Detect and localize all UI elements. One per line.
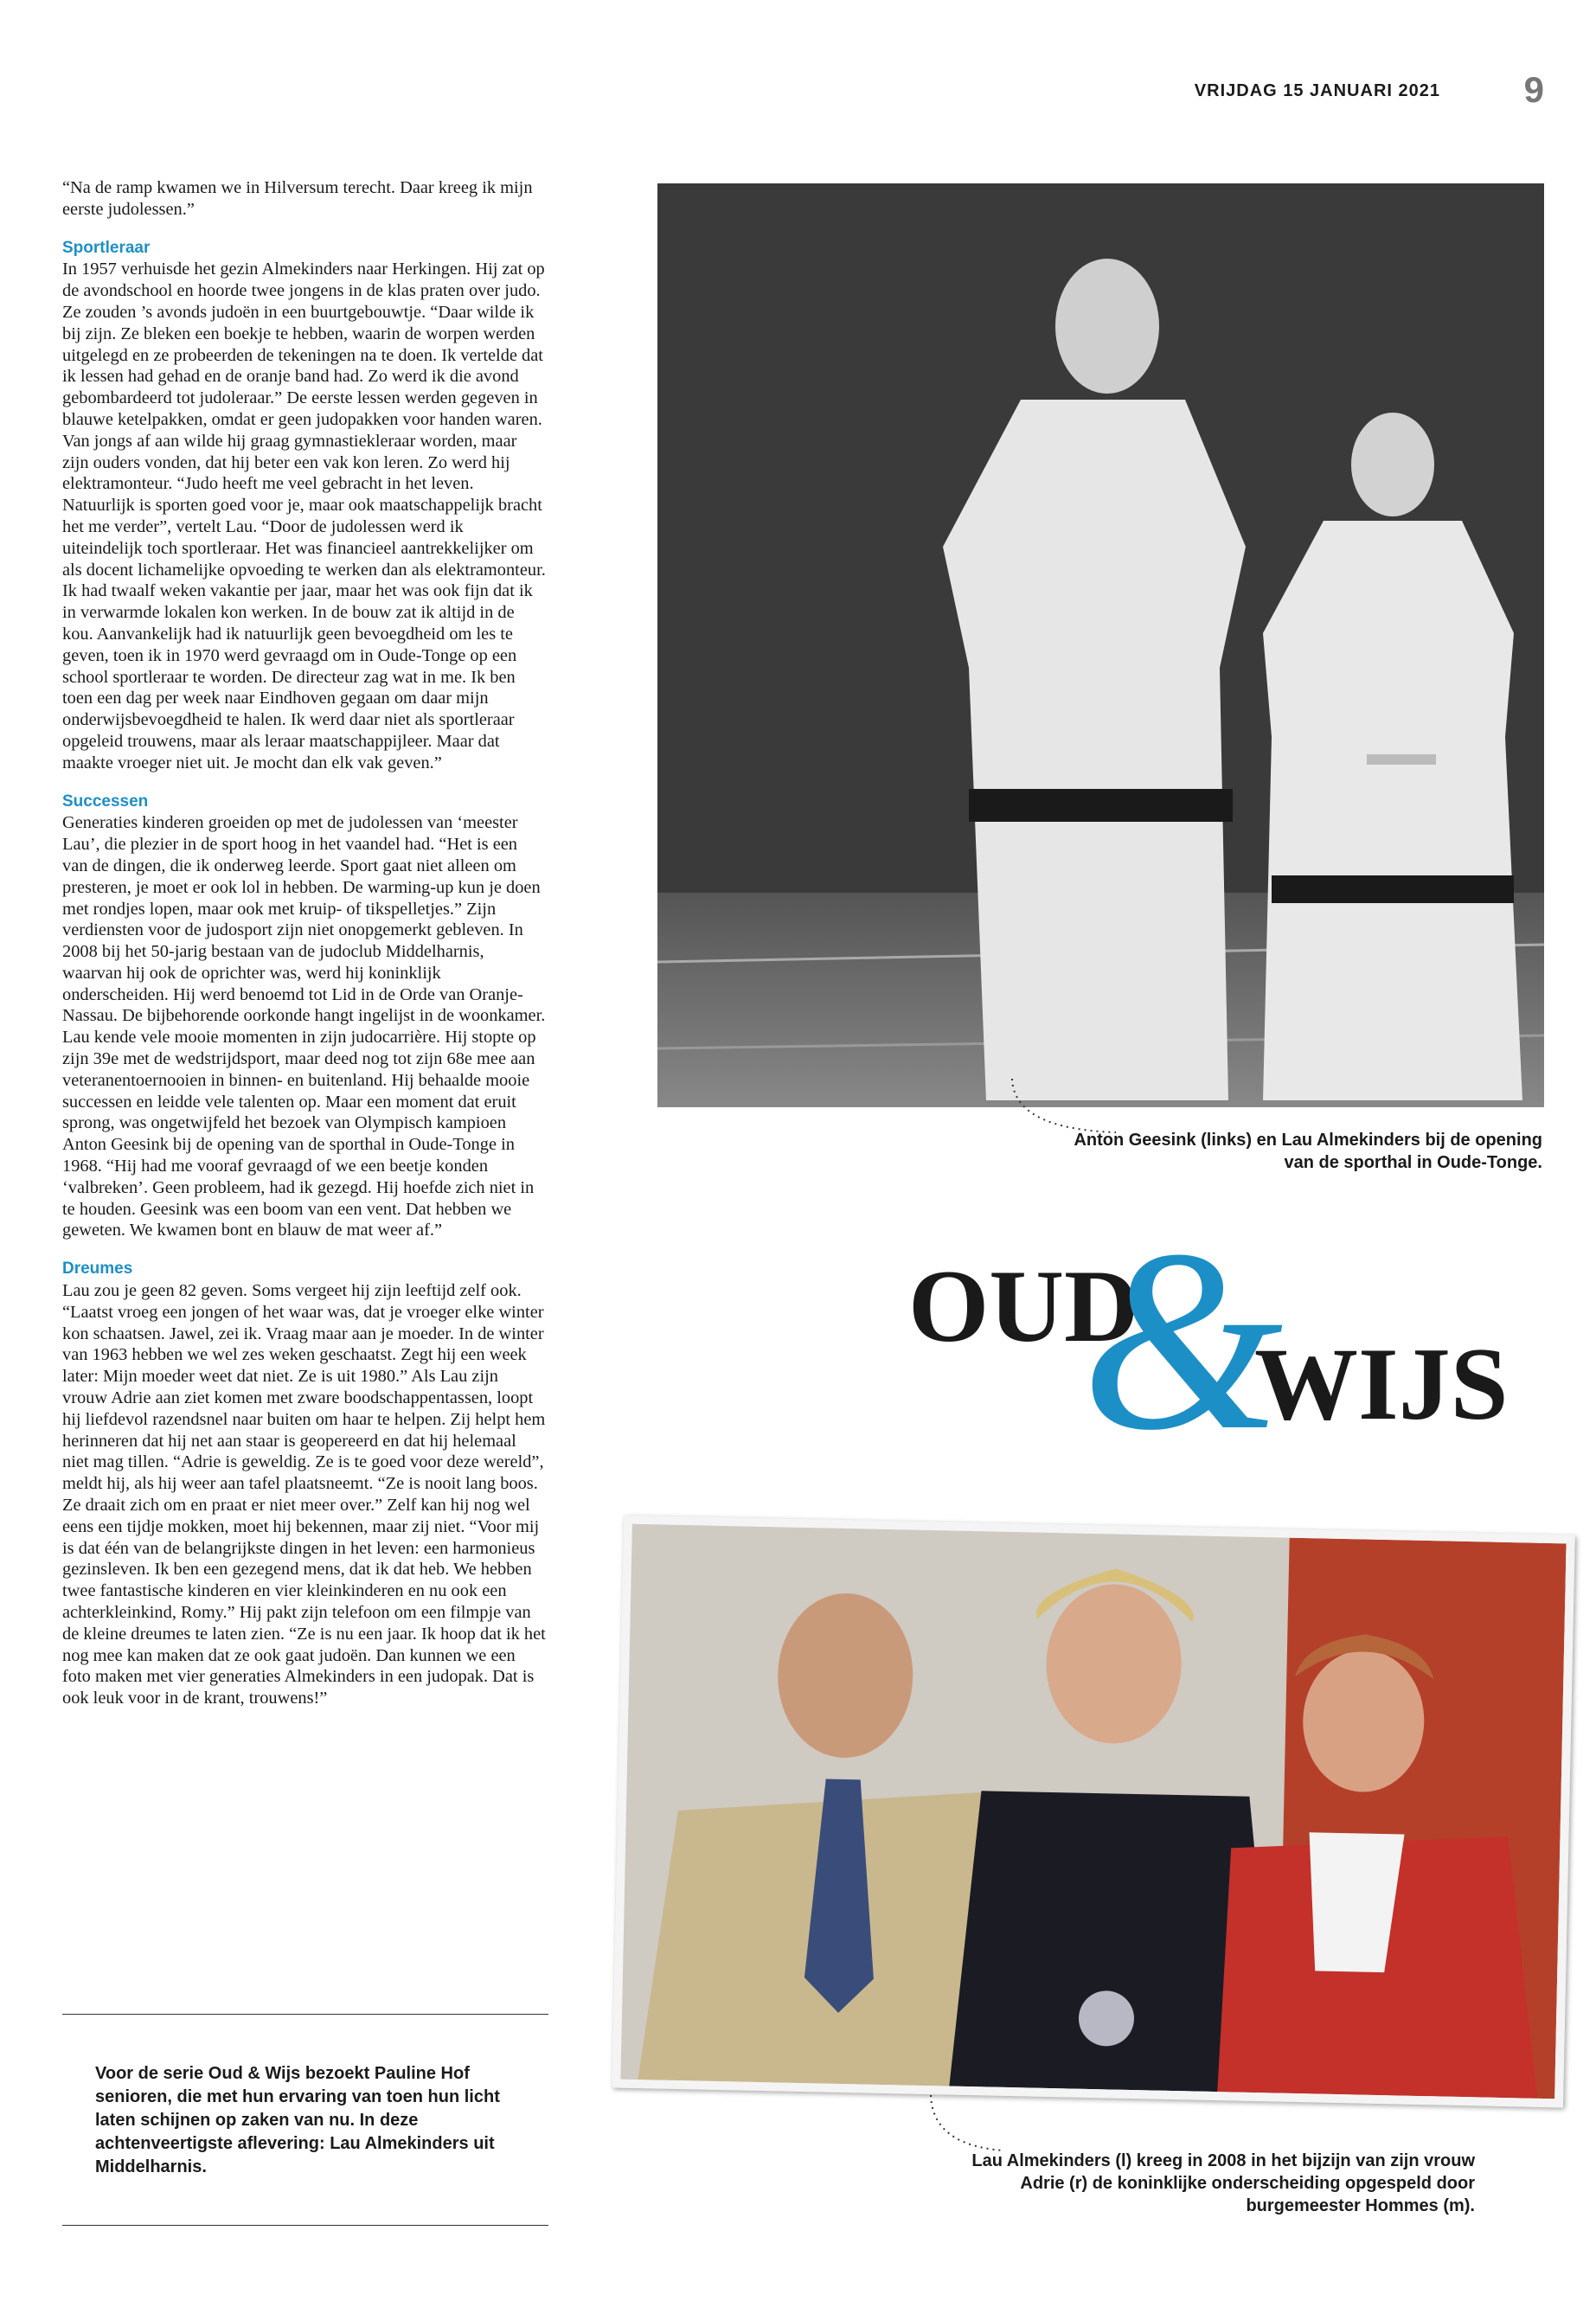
divider-bottom <box>62 2225 548 2226</box>
oud-en-wijs-logo <box>908 1211 1531 1488</box>
section-heading-sportleraar: Sportleraar <box>62 238 151 257</box>
section-text-dreumes: Lau zou je geen 82 geven. Soms vergeet hij zijn leeftijd zelf ook. “Laatst vroeg een jongen of het waar was, dat je vroeger elke winter kon schaatsen. Jawel, zei ik. Vraag maar aan je moeder. In de winter van 1963 hebben we wel zes weken geschaatst. Zegt hij een week later: Mijn moeder weet dat niet. Ze is uit 1980.” Als Lau zijn vrouw Adrie aan ziet komen met zware boodschappentassen, loopt hij liefdevol razendsnel naar buiten om haar te helpen. Zij helpt hem herinneren dat hij net aan staar is geopereerd en dat hij helemaal niet mag tillen. “Adrie is geweldig. Ze is te goed voor deze wereld”, meldt hij, als hij weer aan tafel plaatsneemt. “Ze is nooit lang boos. Ze draait zich om en praat er niet meer over.” Zelf kan hij nog wel eens een tijdje mokken, moet hij bekennen, maar zij niet. “Voor mij is dat één van de belangrijkste dingen in het leven: een harmonieus gezinsleven. Ik ben een gezegend mens, dat ik dat heb. We hebben twee fantastische kinderen en vier kleinkinderen en nu ook een achterkleinkind, Romy.” Hij pakt zijn telefoon om een filmpje van de kleine dreumes te laten zien. “Ze is nu een jaar. Ik hoop dat ik het nog mee kan maken dat ze ook gaat judoën. Dan kunnen we een foto maken met vier generaties Almekinders in een judopak. Dat is ook leuk voor in de krant, trouwens!” <box>62 1281 546 1708</box>
article-opening: “Na de ramp kwamen we in Hilversum terecht. Daar kreeg ik mijn eerste judolessen.” <box>62 178 533 219</box>
caption-judo-photo: Anton Geesink (links) en Lau Almekinders bij de opening van de sporthal in Oude-Tonge. <box>1074 1131 1542 1172</box>
logo-ampersand: & <box>1081 1211 1284 1484</box>
series-intro: Voor de serie Oud & Wijs bezoekt Pauline Hof senioren, die met hun ervaring van toen hun licht laten schijnen op zaken van nu. In deze achtenveertigste aflevering: Lau Almekinders uit Middelharnis. <box>95 2064 500 2176</box>
logo-wordmark <box>908 1211 1531 1488</box>
divider-top <box>62 2014 548 2015</box>
section-heading-dreumes: Dreumes <box>62 1259 133 1279</box>
ceremony-photo-illustration <box>620 1524 1566 2099</box>
article-body <box>62 177 547 1709</box>
photo-ceremony-2008 <box>612 1516 1575 2108</box>
logo-word-oud: OUD <box>908 1248 1139 1363</box>
photo-judo-geesink-almekinders <box>657 183 1544 1107</box>
section-text-successen: Generaties kinderen groeiden op met de judolessen van ‘meester Lau’, die plezier in de sport hoog in het vaandel had. “Het is een van de dingen, die ik onderweg leerde. Sport gaat niet alleen om presteren, je moet er ook lol in hebben. De warming-up kun je doen met rondjes lopen, maar ook met kruip- of tikspelletjes.” Zijn verdiensten voor de judosport zijn niet onopgemerkt gebleven. In 2008 bij het 50-jarig bestaan van de judoclub Middelharnis, waarvan hij ook de oprichter was, werd hij koninklijk onderscheiden. Hij werd benoemd tot Lid in de Orde van Oranje-Nassau. De bijbehorende oorkonde hangt ingelijst in de woonkamer. Lau kende vele mooie momenten in zijn judocarrière. Hij stopte op zijn 39e met de wedstrijdsport, maar deed nog tot zijn 68e mee aan veteranentoernooien in binnen- en buitenland. Hij behaalde mooie successen en leidde vele talenten op. Maar een moment dat eruit sprong, was ongetwijfeld het bezoek van Olympisch kampioen Anton Geesink bij de opening van de sporthal in Oude-Tonge in 1968. “Hij had me vooraf gevraagd of we een beetje konden ‘valbreken’. Geen probleem, had ik gezegd. Hij hoefde zich niet in te houden. Geesink was een boom van een vent. Dat hebben we geweten. We kwamen bont en blauw de mat weer af.” <box>62 813 546 1240</box>
caption-ceremony-photo: Lau Almekinders (l) kreeg in 2008 in het bijzijn van zijn vrouw Adrie (r) de koninklijke onderscheiding opgespeld door burgemeester Hommes (m). <box>971 2151 1475 2215</box>
page-number: 9 <box>1523 69 1544 110</box>
page-header <box>1125 69 1544 111</box>
section-heading-successen: Successen <box>62 792 149 811</box>
logo-word-wijs: WIJS <box>1254 1326 1509 1441</box>
section-text-sportleraar: In 1957 verhuisde het gezin Almekinders naar Herkingen. Hij zat op de avondschool en hoorde twee jongens in de klas praten over judo. Ze zouden ’s avonds judoën in een buurtgebouwtje. “Daar wilde ik bij zijn. Ze bleken een boekje te hebben, waarin de worpen werden uitgelegd en ze probeerden de tekeningen na te doen. Ik vertelde dat ik lessen had gehad en de oranje band had. Zo werd ik die avond gebombardeerd tot judoleraar.” De eerste lessen werden gegeven in blauwe ketelpakken, omdat er geen judopakken voor handen waren. Van jongs af aan wilde hij graag gymnastiekleraar worden, maar zijn ouders vonden, dat hij beter een vak kon leren. Zo werd hij elektramonteur. “Judo heeft me veel gebracht in het leven. Natuurlijk is sporten goed voor je, maar ook maatschappelijk bracht het me verder”, vertelt Lau. “Door de judolessen werd ik uiteindelijk toch sportleraar. Het was financieel aantrekkelijker om als docent lichamelijke opvoeding te werken dan als elektramonteur. Ik had twaalf weken vakantie per jaar, maar het was ook fijn dat ik in verwarmde lokalen kon werken. In de bouw zat ik altijd in de kou. Aanvankelijk had ik natuurlijk geen bevoegdheid om les te geven, toen ik in 1970 werd gevraagd om in Oude-Tonge op een school sportleraar te worden. De directeur zag wat in me. Ik ben toen een dag per week naar Eindhoven gegaan om daar mijn onderwijsbevoegdheid te halen. Ik werd daar niet als sportleraar opgeleid trouwens, maar als leraar maatschappijleer. Maar dat maakte vroeger niet uit. Je mocht dan elk vak geven.” <box>62 260 546 772</box>
issue-date: VRIJDAG 15 JANUARI 2021 <box>1194 81 1440 100</box>
judo-photo-illustration <box>657 183 1544 1107</box>
